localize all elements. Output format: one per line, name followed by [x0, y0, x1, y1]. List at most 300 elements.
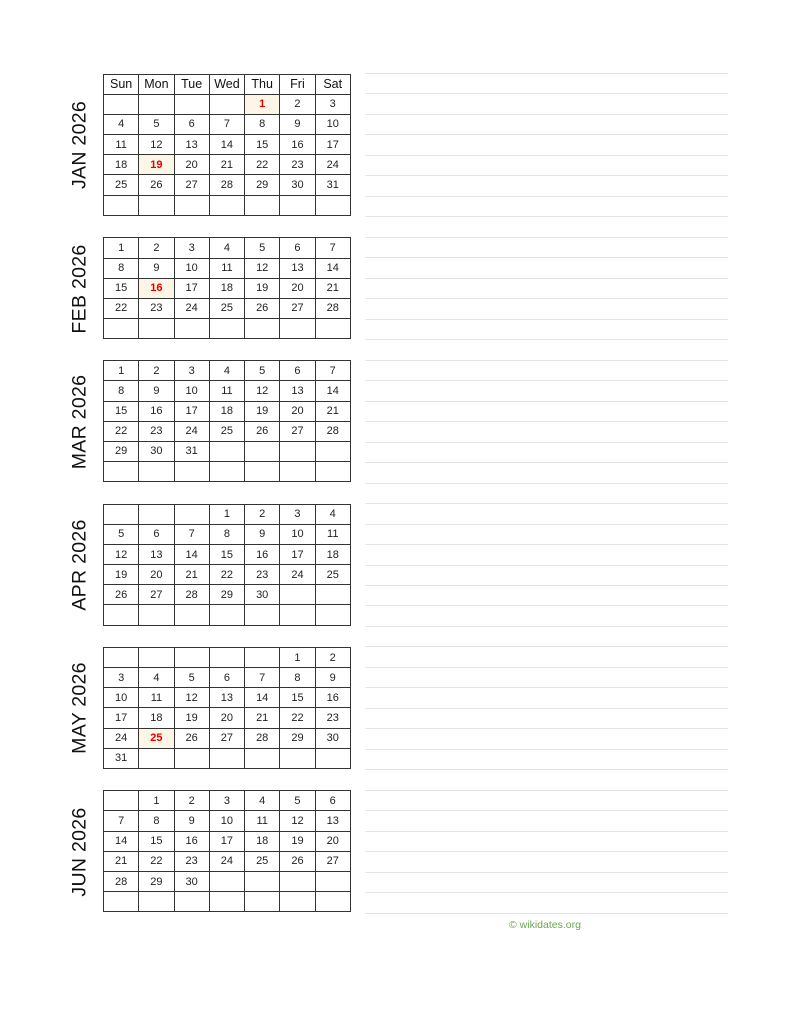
month-label: JUN 2026 [68, 807, 91, 897]
note-line [365, 503, 728, 504]
empty-day-cell [209, 871, 244, 891]
note-line [365, 626, 728, 627]
empty-day-cell [104, 647, 139, 667]
empty-day-cell [174, 462, 209, 482]
day-cell: 24 [174, 421, 209, 441]
day-cell: 22 [209, 565, 244, 585]
day-cell: 29 [280, 728, 315, 748]
weekday-header: Sat [315, 74, 350, 94]
note-line [365, 892, 728, 893]
week-row [104, 831, 351, 851]
week-row [104, 462, 351, 482]
weekday-header: Sun [104, 74, 139, 94]
day-cell: 14 [245, 688, 280, 708]
day-cell: 22 [104, 421, 139, 441]
week-row [104, 708, 351, 728]
day-cell: 28 [315, 421, 350, 441]
week-row [104, 668, 351, 688]
day-cell: 3 [174, 361, 209, 381]
day-cell: 1 [104, 361, 139, 381]
empty-day-cell [209, 319, 244, 339]
day-cell: 14 [209, 135, 244, 155]
week-row [104, 605, 351, 625]
week-row [104, 298, 351, 318]
day-cell: 16 [280, 135, 315, 155]
week-row [104, 361, 351, 381]
day-cell: 9 [139, 381, 174, 401]
day-cell: 2 [139, 238, 174, 258]
weekday-header: Mon [139, 74, 174, 94]
note-line [365, 278, 728, 279]
empty-day-cell [315, 871, 350, 891]
holiday-day-cell: 25 [139, 728, 174, 748]
empty-day-cell [280, 319, 315, 339]
note-line [365, 646, 728, 647]
day-cell: 18 [209, 278, 244, 298]
week-row [104, 811, 351, 831]
note-line [365, 360, 728, 361]
week-row [104, 238, 351, 258]
empty-day-cell [174, 748, 209, 768]
day-cell: 18 [209, 401, 244, 421]
day-cell: 25 [209, 421, 244, 441]
empty-day-cell [315, 748, 350, 768]
month-label: FEB 2026 [68, 243, 91, 334]
day-cell: 4 [315, 504, 350, 524]
day-cell: 14 [174, 544, 209, 564]
weekday-header: Fri [280, 74, 315, 94]
month-label: MAY 2026 [68, 662, 91, 755]
note-line [365, 790, 728, 791]
month-calendar [103, 360, 351, 482]
week-row [104, 278, 351, 298]
day-cell: 12 [245, 381, 280, 401]
month-calendar [103, 647, 351, 769]
day-cell: 22 [139, 851, 174, 871]
note-line [365, 585, 728, 586]
empty-day-cell [209, 748, 244, 768]
day-cell: 26 [245, 298, 280, 318]
empty-day-cell [280, 605, 315, 625]
day-cell: 5 [245, 238, 280, 258]
empty-day-cell [174, 195, 209, 215]
day-cell: 25 [245, 851, 280, 871]
day-cell: 10 [315, 114, 350, 134]
day-cell: 8 [104, 258, 139, 278]
empty-day-cell [315, 892, 350, 912]
empty-day-cell [209, 441, 244, 461]
week-row [104, 114, 351, 134]
day-cell: 8 [245, 114, 280, 134]
week-row [104, 441, 351, 461]
day-cell: 26 [245, 421, 280, 441]
empty-day-cell [104, 892, 139, 912]
empty-day-cell [209, 94, 244, 114]
day-cell: 7 [104, 811, 139, 831]
empty-day-cell [315, 195, 350, 215]
day-cell: 19 [280, 831, 315, 851]
day-cell: 7 [174, 524, 209, 544]
note-line [365, 769, 728, 770]
day-cell: 4 [139, 668, 174, 688]
day-cell: 10 [280, 524, 315, 544]
day-cell: 23 [174, 851, 209, 871]
empty-day-cell [174, 605, 209, 625]
day-cell: 7 [209, 114, 244, 134]
day-cell: 16 [315, 688, 350, 708]
day-cell: 10 [174, 381, 209, 401]
day-cell: 20 [280, 401, 315, 421]
empty-day-cell [245, 748, 280, 768]
day-cell: 25 [315, 565, 350, 585]
empty-day-cell [280, 585, 315, 605]
day-cell: 12 [104, 544, 139, 564]
note-line [365, 298, 728, 299]
empty-day-cell [139, 319, 174, 339]
week-row [104, 851, 351, 871]
day-cell: 19 [174, 708, 209, 728]
day-cell: 18 [104, 155, 139, 175]
day-cell: 6 [280, 361, 315, 381]
day-cell: 17 [104, 708, 139, 728]
day-cell: 14 [315, 258, 350, 278]
month-calendar [103, 74, 351, 216]
day-cell: 7 [245, 668, 280, 688]
note-line [365, 749, 728, 750]
empty-day-cell [104, 195, 139, 215]
week-row [104, 319, 351, 339]
week-row [104, 871, 351, 891]
day-cell: 14 [104, 831, 139, 851]
day-cell: 10 [174, 258, 209, 278]
day-cell: 1 [280, 647, 315, 667]
day-cell: 6 [174, 114, 209, 134]
empty-day-cell [174, 504, 209, 524]
holiday-day-cell: 19 [139, 155, 174, 175]
week-row [104, 647, 351, 667]
empty-day-cell [139, 892, 174, 912]
week-row [104, 728, 351, 748]
day-cell: 16 [174, 831, 209, 851]
day-cell: 12 [245, 258, 280, 278]
note-line [365, 810, 728, 811]
empty-day-cell [104, 605, 139, 625]
note-line [365, 831, 728, 832]
day-cell: 26 [280, 851, 315, 871]
day-cell: 12 [174, 688, 209, 708]
day-cell: 15 [280, 688, 315, 708]
day-cell: 13 [280, 258, 315, 278]
day-cell: 1 [209, 504, 244, 524]
day-cell: 9 [139, 258, 174, 278]
note-line [365, 851, 728, 852]
week-row [104, 688, 351, 708]
day-cell: 4 [209, 361, 244, 381]
empty-day-cell [139, 605, 174, 625]
day-cell: 25 [209, 298, 244, 318]
note-line [365, 401, 728, 402]
day-cell: 3 [209, 791, 244, 811]
day-cell: 25 [104, 175, 139, 195]
day-cell: 9 [315, 668, 350, 688]
week-row [104, 135, 351, 155]
day-cell: 26 [104, 585, 139, 605]
week-row [104, 258, 351, 278]
day-cell: 5 [104, 524, 139, 544]
day-cell: 9 [245, 524, 280, 544]
empty-day-cell [209, 195, 244, 215]
day-cell: 8 [280, 668, 315, 688]
day-cell: 21 [245, 708, 280, 728]
note-line [365, 155, 728, 156]
day-cell: 2 [174, 791, 209, 811]
day-cell: 20 [315, 831, 350, 851]
day-cell: 27 [174, 175, 209, 195]
day-cell: 15 [104, 278, 139, 298]
empty-day-cell [139, 504, 174, 524]
note-line [365, 708, 728, 709]
day-cell: 2 [315, 647, 350, 667]
day-cell: 5 [245, 361, 280, 381]
week-row [104, 421, 351, 441]
day-cell: 7 [315, 238, 350, 258]
note-line [365, 339, 728, 340]
holiday-day-cell: 1 [245, 94, 280, 114]
day-cell: 18 [139, 708, 174, 728]
note-line [365, 667, 728, 668]
day-cell: 13 [209, 688, 244, 708]
day-cell: 30 [245, 585, 280, 605]
holiday-day-cell: 16 [139, 278, 174, 298]
month-calendar [103, 790, 351, 912]
day-cell: 14 [315, 381, 350, 401]
empty-day-cell [104, 462, 139, 482]
day-cell: 30 [174, 871, 209, 891]
empty-day-cell [209, 462, 244, 482]
empty-day-cell [245, 871, 280, 891]
day-cell: 10 [209, 811, 244, 831]
week-row [104, 544, 351, 564]
day-cell: 12 [280, 811, 315, 831]
day-cell: 17 [280, 544, 315, 564]
empty-day-cell [174, 647, 209, 667]
day-cell: 27 [315, 851, 350, 871]
empty-day-cell [104, 319, 139, 339]
day-cell: 1 [104, 238, 139, 258]
day-cell: 29 [245, 175, 280, 195]
day-cell: 31 [174, 441, 209, 461]
day-cell: 19 [245, 278, 280, 298]
day-cell: 23 [280, 155, 315, 175]
note-line [365, 257, 728, 258]
day-cell: 20 [139, 565, 174, 585]
day-cell: 11 [245, 811, 280, 831]
day-cell: 21 [315, 401, 350, 421]
day-cell: 4 [104, 114, 139, 134]
empty-day-cell [245, 605, 280, 625]
empty-day-cell [139, 647, 174, 667]
day-cell: 18 [245, 831, 280, 851]
week-row [104, 748, 351, 768]
note-line [365, 175, 728, 176]
day-cell: 4 [209, 238, 244, 258]
day-cell: 8 [139, 811, 174, 831]
empty-day-cell [104, 94, 139, 114]
day-cell: 27 [209, 728, 244, 748]
day-cell: 23 [315, 708, 350, 728]
day-cell: 3 [104, 668, 139, 688]
day-cell: 10 [104, 688, 139, 708]
day-cell: 28 [174, 585, 209, 605]
empty-day-cell [174, 94, 209, 114]
note-line [365, 421, 728, 422]
month-calendar [103, 504, 351, 626]
day-cell: 6 [315, 791, 350, 811]
empty-day-cell [174, 319, 209, 339]
note-line [365, 114, 728, 115]
weekday-header-row [104, 74, 351, 94]
empty-day-cell [315, 462, 350, 482]
day-cell: 30 [139, 441, 174, 461]
note-line [365, 319, 728, 320]
day-cell: 27 [280, 421, 315, 441]
day-cell: 9 [280, 114, 315, 134]
day-cell: 24 [315, 155, 350, 175]
day-cell: 5 [174, 668, 209, 688]
empty-day-cell [245, 195, 280, 215]
note-line [365, 216, 728, 217]
week-row [104, 381, 351, 401]
week-row [104, 504, 351, 524]
empty-day-cell [245, 441, 280, 461]
day-cell: 17 [174, 401, 209, 421]
day-cell: 19 [245, 401, 280, 421]
day-cell: 17 [315, 135, 350, 155]
empty-day-cell [280, 892, 315, 912]
day-cell: 17 [209, 831, 244, 851]
note-line [365, 380, 728, 381]
empty-day-cell [315, 319, 350, 339]
note-line [365, 134, 728, 135]
day-cell: 28 [104, 871, 139, 891]
day-cell: 24 [280, 565, 315, 585]
day-cell: 11 [209, 258, 244, 278]
empty-day-cell [174, 892, 209, 912]
day-cell: 19 [104, 565, 139, 585]
month-label: MAR 2026 [68, 374, 91, 469]
weekday-header: Thu [245, 74, 280, 94]
day-cell: 6 [139, 524, 174, 544]
day-cell: 16 [139, 401, 174, 421]
day-cell: 13 [139, 544, 174, 564]
empty-day-cell [245, 319, 280, 339]
day-cell: 15 [139, 831, 174, 851]
note-line [365, 872, 728, 873]
day-cell: 30 [280, 175, 315, 195]
weekday-header: Wed [209, 74, 244, 94]
note-line [365, 605, 728, 606]
day-cell: 17 [174, 278, 209, 298]
day-cell: 27 [280, 298, 315, 318]
day-cell: 15 [245, 135, 280, 155]
day-cell: 24 [104, 728, 139, 748]
day-cell: 8 [104, 381, 139, 401]
day-cell: 23 [245, 565, 280, 585]
note-line [365, 565, 728, 566]
day-cell: 31 [104, 748, 139, 768]
week-row [104, 94, 351, 114]
day-cell: 31 [315, 175, 350, 195]
empty-day-cell [139, 94, 174, 114]
day-cell: 5 [280, 791, 315, 811]
month-label: APR 2026 [68, 519, 91, 611]
empty-day-cell [139, 748, 174, 768]
note-line [365, 196, 728, 197]
day-cell: 3 [315, 94, 350, 114]
empty-day-cell [104, 791, 139, 811]
week-row [104, 524, 351, 544]
day-cell: 2 [280, 94, 315, 114]
day-cell: 18 [315, 544, 350, 564]
empty-day-cell [209, 647, 244, 667]
day-cell: 11 [139, 688, 174, 708]
empty-day-cell [315, 585, 350, 605]
note-line [365, 73, 728, 74]
note-line [365, 524, 728, 525]
day-cell: 13 [280, 381, 315, 401]
note-line [365, 544, 728, 545]
empty-day-cell [280, 748, 315, 768]
day-cell: 21 [315, 278, 350, 298]
empty-day-cell [280, 462, 315, 482]
day-cell: 28 [245, 728, 280, 748]
day-cell: 20 [280, 278, 315, 298]
empty-day-cell [209, 892, 244, 912]
empty-day-cell [315, 605, 350, 625]
day-cell: 2 [245, 504, 280, 524]
empty-day-cell [139, 462, 174, 482]
empty-day-cell [280, 195, 315, 215]
empty-day-cell [245, 462, 280, 482]
day-cell: 27 [139, 585, 174, 605]
day-cell: 13 [315, 811, 350, 831]
day-cell: 9 [174, 811, 209, 831]
day-cell: 11 [315, 524, 350, 544]
day-cell: 15 [104, 401, 139, 421]
day-cell: 20 [209, 708, 244, 728]
day-cell: 7 [315, 361, 350, 381]
day-cell: 20 [174, 155, 209, 175]
day-cell: 24 [209, 851, 244, 871]
empty-day-cell [315, 441, 350, 461]
day-cell: 11 [104, 135, 139, 155]
day-cell: 28 [209, 175, 244, 195]
empty-day-cell [139, 195, 174, 215]
note-line [365, 687, 728, 688]
day-cell: 2 [139, 361, 174, 381]
day-cell: 22 [245, 155, 280, 175]
day-cell: 3 [174, 238, 209, 258]
week-row [104, 565, 351, 585]
day-cell: 3 [280, 504, 315, 524]
week-row [104, 175, 351, 195]
note-line [365, 237, 728, 238]
day-cell: 21 [209, 155, 244, 175]
note-line [365, 483, 728, 484]
day-cell: 16 [245, 544, 280, 564]
footer-credit: © wikidates.org [509, 919, 581, 931]
empty-day-cell [245, 647, 280, 667]
